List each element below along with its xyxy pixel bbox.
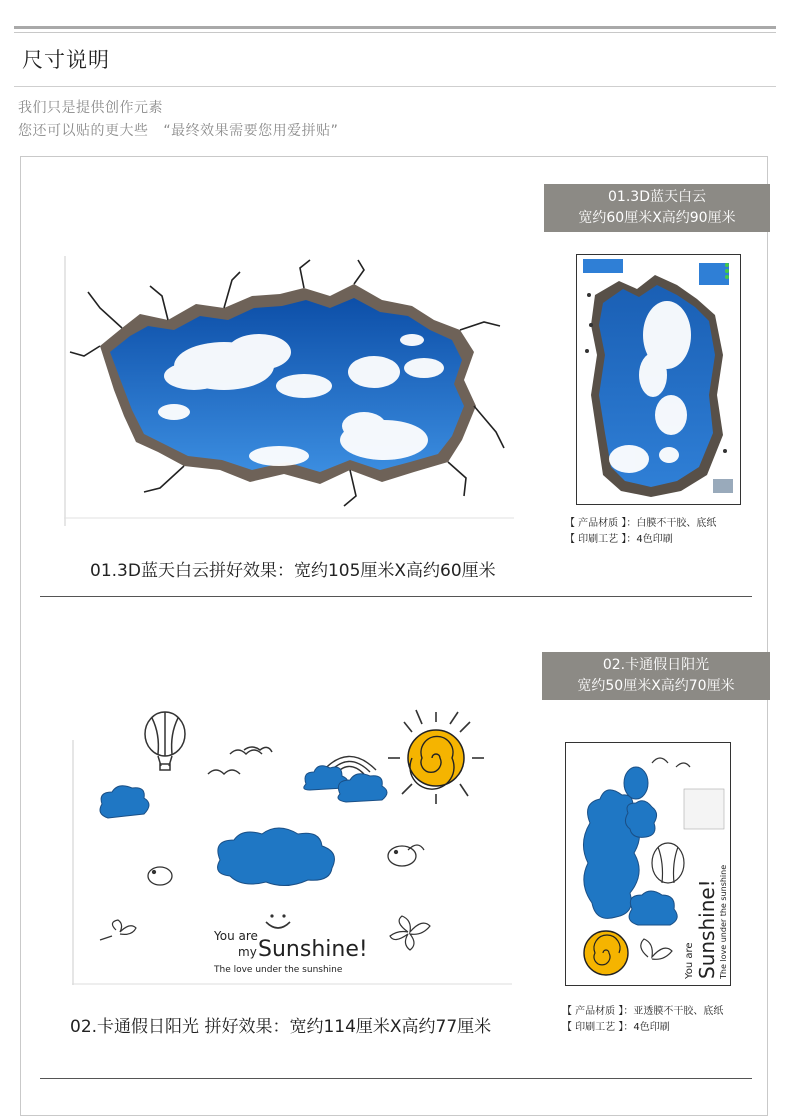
product-1-size-tag [544,184,770,232]
product-2-size-tag [542,652,770,700]
title-divider [14,86,776,87]
product-1-spec-print: 【 印刷工艺 】：4色印刷 [565,534,673,545]
section-divider-2 [40,1078,752,1079]
product-2-sheet-image [565,742,731,986]
slogan-you-are: You are [214,929,258,943]
sheet-slogan-sub: The love under the sunshine [719,864,728,979]
product-2-spec-print: 【 印刷工艺 】：4色印刷 [562,1022,670,1033]
product-1-effect-image [64,256,514,526]
product-1-sheet-image [576,254,741,505]
product-2-spec-material: 【 产品材质 】：亚透膜不干胶、底纸 [562,1006,724,1017]
product-2-tag-name: 02.卡通假日阳光 [602,657,710,673]
slogan-sub: The love under the sunshine [214,965,343,975]
product-1-caption: 01.3D蓝天白云拼好效果：宽约105厘米X高约60厘米 [90,561,496,581]
section-divider-1 [40,596,752,597]
top-rule [14,26,776,29]
slogan-my: my [238,945,257,959]
intro-note-line1: 我们只是提供创作元素 [18,100,163,116]
product-2-tag-size: 宽约50厘米X高约70厘米 [577,678,735,694]
product-1-spec-material: 【 产品材质 】：白膜不干胶、底纸 [565,518,717,529]
product-2-caption: 02.卡通假日阳光 拼好效果：宽约114厘米X高约77厘米 [70,1017,492,1037]
intro-note-line2: 您还可以贴的更大些 “最终效果需要您用爱拼贴” [18,123,339,139]
product-1-tag-name: 01.3D蓝天白云 [608,189,706,205]
top-rule-thin [14,32,776,33]
product-2-effect-image [72,700,512,990]
sheet-slogan-sunshine: Sunshine! [695,879,719,979]
product-1-tag-size: 宽约60厘米X高约90厘米 [578,210,736,226]
sheet-slogan-you-are: You are [684,942,695,979]
page-title: 尺寸说明 [22,48,110,72]
slogan-sunshine: Sunshine! [258,937,368,962]
